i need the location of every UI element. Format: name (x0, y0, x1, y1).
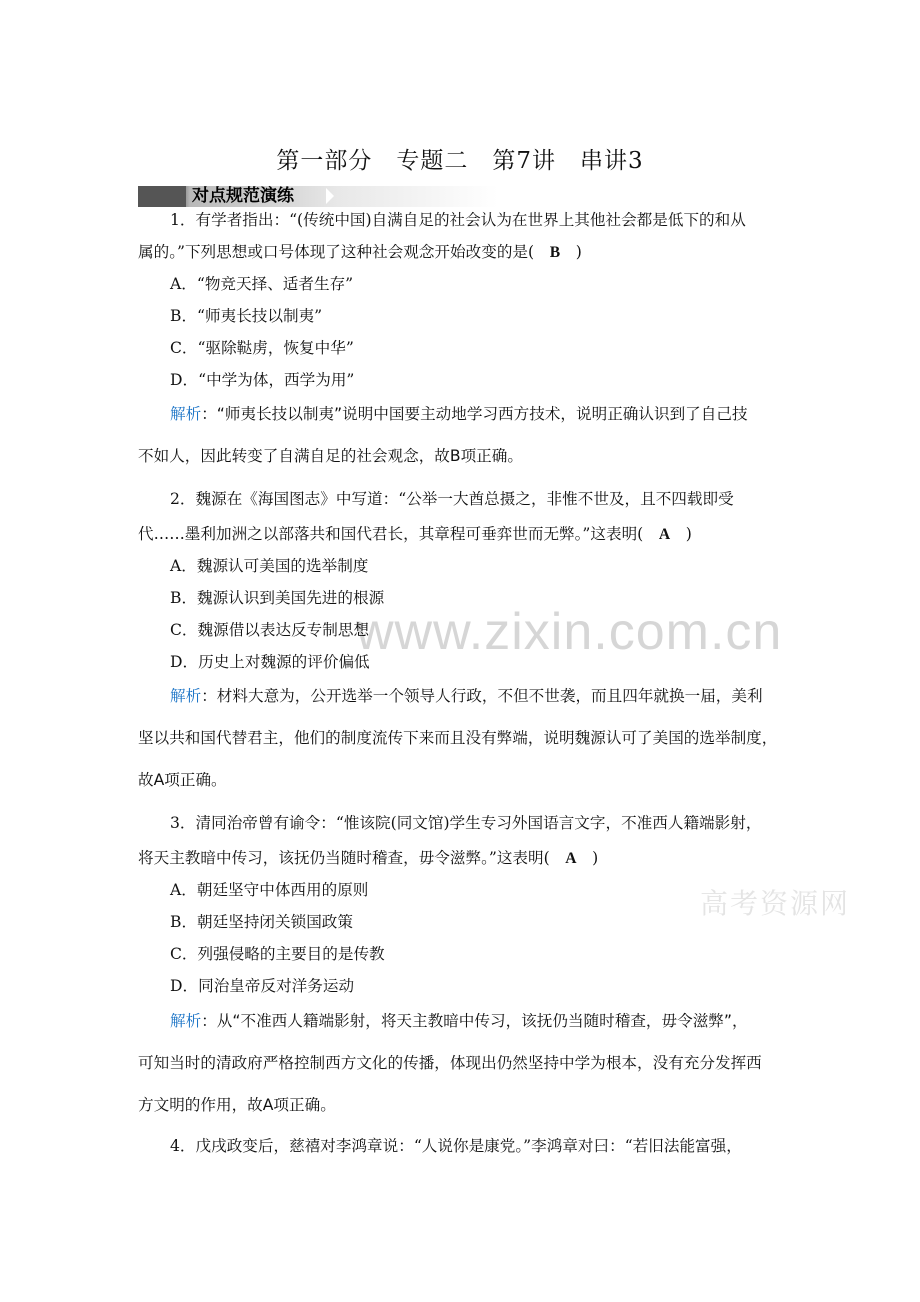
q2-stem-text: 代……墨利加洲之以部落共和国代君长，其章程可垂弈世而无弊。”这表明( (138, 525, 644, 543)
q1-option-b: B．“师夷长技以制夷” (170, 307, 323, 325)
q2-option-d: D．历史上对魏源的评价偏低 (170, 653, 370, 671)
q3-stem-text: 将天主教暗中传习，该抚仍当随时稽查，毋令滋弊。”这表明( (138, 849, 550, 867)
q3-close: ) (592, 849, 599, 867)
q3-explanation-line2: 可知当时的清政府严格控制西方文化的传播，体现出仍然坚持中学为根本，没有充分发挥西 (138, 1054, 762, 1072)
watermark-secondary: 高考资源网 (700, 887, 851, 920)
q2-option-a: A．魏源认可美国的选举制度 (170, 557, 369, 575)
q3-option-c: C．列强侵略的主要目的是传教 (170, 945, 385, 963)
q4-stem-line1: 4．戊戌政变后，慈禧对李鸿章说：“人说你是康党。”李鸿章对曰：“若旧法能富强， (170, 1137, 742, 1155)
q1-explain-text: ：“师夷长技以制夷”说明中国要主动地学习西方技术，说明正确认识到了自己技 (201, 405, 748, 423)
q1-explanation-line1 (170, 404, 748, 424)
watermark: www.zixin.com.cn (356, 603, 783, 661)
q2-explain-text: ：材料大意为，公开选举一个领导人行政，不但不世袭，而且四年就换一届，美利 (201, 687, 763, 705)
q3-answer: A (565, 850, 577, 867)
section-label: 对点规范演练 (192, 186, 294, 206)
banner-arrow-icon (326, 188, 334, 204)
page-title: 第一部分 专题二 第7讲 串讲3 (276, 148, 644, 174)
q1-stem-text: 属的。”下列思想或口号体现了这种社会观念开始改变的是( (138, 243, 535, 261)
q2-explain-label: 解析 (170, 687, 202, 705)
q1-explanation-line2: 不如人，因此转变了自满自足的社会观念，故B项正确。 (138, 447, 523, 465)
q2-stem-line1: 2．魏源在《海国图志》中写道：“公举一大酋总摄之，非惟不世及，且不四载即受 (170, 490, 734, 508)
q2-option-c: C．魏源借以表达反专制思想 (170, 621, 370, 639)
q2-explanation-line1 (170, 686, 763, 706)
q3-explain-label: 解析 (170, 1012, 202, 1030)
q1-option-d: D．“中学为体，西学为用” (170, 371, 355, 389)
q3-stem-line2 (138, 848, 782, 869)
q3-stem-line1: 3．清同治帝曾有谕令：“惟该院(同文馆)学生专习外国语言文字，不准西人籍端影射， (170, 814, 762, 832)
q1-stem-line2 (138, 242, 782, 263)
q1-answer: B (549, 244, 561, 261)
q2-close: ) (685, 525, 692, 543)
q3-option-b: B．朝廷坚持闭关锁国政策 (170, 913, 353, 931)
q1-option-c: C．“驱除鞑虏，恢复中华” (170, 339, 354, 357)
q3-option-d: D．同治皇帝反对洋务运动 (170, 977, 355, 995)
q3-explanation-line1 (170, 1011, 748, 1031)
q1-stem-line1: 1．有学者指出：“(传统中国)自满自足的社会认为在世界上其他社会都是低下的和从 (170, 211, 746, 229)
q3-explanation-line3: 方文明的作用，故A项正确。 (138, 1096, 336, 1114)
q3-explain-text: ：从“不准西人籍端影射，将天主教暗中传习，该抚仍当随时稽查，毋令滋弊”， (201, 1012, 748, 1030)
q1-explain-label: 解析 (170, 405, 202, 423)
q2-option-b: B．魏源认识到美国先进的根源 (170, 589, 385, 607)
q1-option-a: A．“物竞天择、适者生存” (170, 275, 354, 293)
q1-close: ) (575, 243, 582, 261)
q2-stem-line2 (138, 524, 782, 545)
q2-explanation-line3: 故A项正确。 (138, 771, 227, 789)
q3-option-a: A．朝廷坚守中体西用的原则 (170, 881, 369, 899)
q2-explanation-line2: 坚以共和国代替君主，他们的制度流传下来而且没有弊端，说明魏源认可了美国的选举制度， (138, 729, 778, 747)
q2-answer: A (658, 526, 671, 543)
section-banner (138, 186, 508, 207)
